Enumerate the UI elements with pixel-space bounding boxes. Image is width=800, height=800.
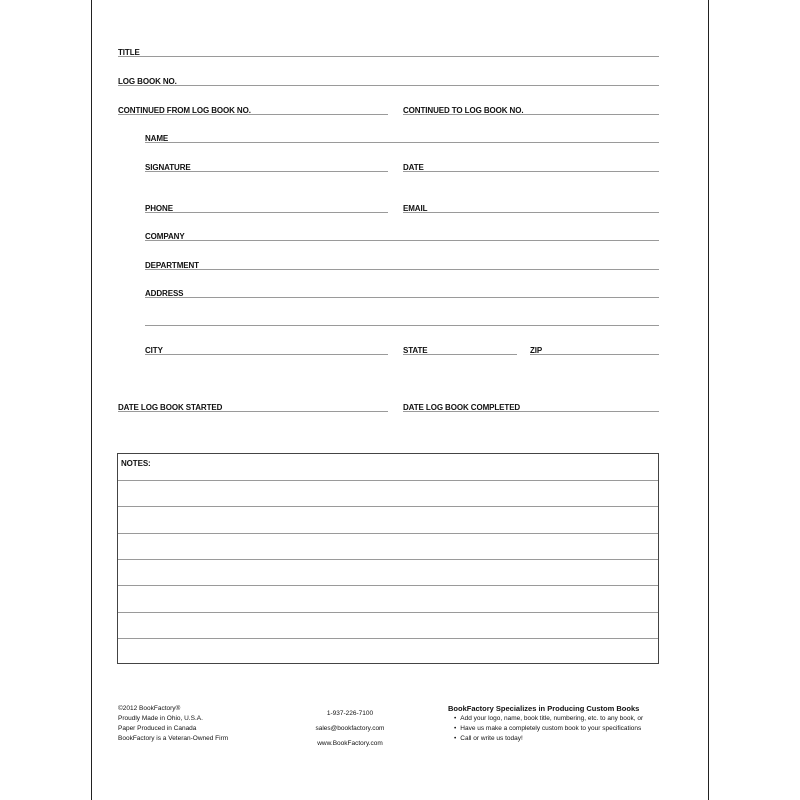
footer-copyright: ©2012 BookFactory® bbox=[118, 705, 181, 712]
footer-promo-item: • Call or write us today! bbox=[454, 734, 643, 744]
continued-to-label: CONTINUED TO LOG BOOK NO. bbox=[403, 106, 524, 115]
email-label: EMAIL bbox=[403, 204, 428, 213]
footer-left bbox=[118, 704, 228, 744]
footer-phone: 1-937-226-7100 bbox=[326, 710, 374, 717]
continued-to-field[interactable] bbox=[403, 114, 659, 115]
state-label: STATE bbox=[403, 346, 428, 355]
date-label: DATE bbox=[403, 163, 424, 172]
notes-line[interactable] bbox=[118, 638, 658, 639]
company-field[interactable] bbox=[145, 240, 659, 241]
footer-promo bbox=[448, 704, 643, 744]
name-field[interactable] bbox=[145, 142, 659, 143]
footer-veteran: BookFactory is a Veteran-Owned Firm bbox=[118, 735, 229, 742]
address-label: ADDRESS bbox=[145, 289, 184, 298]
log-book-no-label: LOG BOOK NO. bbox=[118, 77, 177, 86]
footer-made-in: Proudly Made in Ohio, U.S.A. bbox=[118, 715, 203, 722]
company-label: COMPANY bbox=[145, 232, 185, 241]
department-label: DEPARTMENT bbox=[145, 261, 199, 270]
date-field[interactable] bbox=[403, 171, 659, 172]
signature-label: SIGNATURE bbox=[145, 163, 191, 172]
state-field[interactable] bbox=[403, 354, 517, 355]
phone-field[interactable] bbox=[145, 212, 388, 213]
city-field[interactable] bbox=[145, 354, 388, 355]
date-completed-label: DATE LOG BOOK COMPLETED bbox=[403, 403, 521, 412]
footer-website[interactable]: www.BookFactory.com bbox=[317, 740, 383, 747]
notes-line[interactable] bbox=[118, 612, 658, 613]
footer-promo-item: • Add your logo, name, book title, numbering, etc. to any book, or bbox=[454, 714, 643, 724]
notes-line[interactable] bbox=[118, 506, 658, 507]
notes-box[interactable] bbox=[117, 453, 659, 664]
page-frame bbox=[91, 0, 709, 800]
date-completed-field[interactable] bbox=[403, 411, 659, 412]
phone-label: PHONE bbox=[145, 204, 173, 213]
footer-paper: Paper Produced in Canada bbox=[118, 725, 197, 732]
name-label: NAME bbox=[145, 134, 169, 143]
signature-field[interactable] bbox=[145, 171, 388, 172]
footer-contact bbox=[310, 706, 390, 751]
date-started-label: DATE LOG BOOK STARTED bbox=[118, 403, 223, 412]
address-field[interactable] bbox=[145, 297, 659, 298]
log-book-no-field[interactable] bbox=[118, 85, 659, 86]
footer-promo-title: BookFactory Specializes in Producing Custom Books bbox=[448, 704, 640, 713]
notes-line[interactable] bbox=[118, 585, 658, 586]
footer-promo-item: • Have us make a completely custom book to your specifications bbox=[454, 724, 643, 734]
title-label: TITLE bbox=[118, 48, 140, 57]
notes-line[interactable] bbox=[118, 559, 658, 560]
continued-from-field[interactable] bbox=[118, 114, 388, 115]
footer-email[interactable]: sales@bookfactory.com bbox=[315, 725, 385, 732]
zip-field[interactable] bbox=[530, 354, 659, 355]
notes-line[interactable] bbox=[118, 480, 658, 481]
date-started-field[interactable] bbox=[118, 411, 388, 412]
notes-line[interactable] bbox=[118, 533, 658, 534]
title-field[interactable] bbox=[118, 56, 659, 57]
continued-from-label: CONTINUED FROM LOG BOOK NO. bbox=[118, 106, 251, 115]
notes-label: NOTES: bbox=[121, 459, 151, 468]
city-label: CITY bbox=[145, 346, 163, 355]
address-line-2-field[interactable] bbox=[145, 325, 659, 326]
zip-label: ZIP bbox=[530, 346, 543, 355]
email-field[interactable] bbox=[403, 212, 659, 213]
department-field[interactable] bbox=[145, 269, 659, 270]
